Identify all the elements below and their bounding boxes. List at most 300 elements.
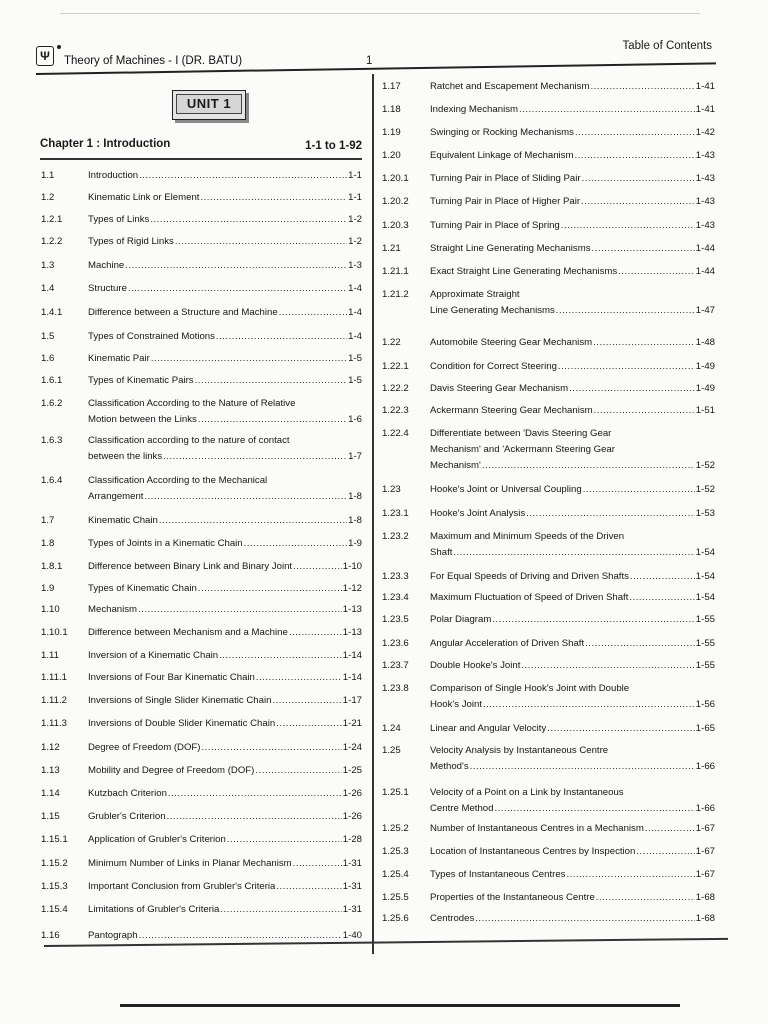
- toc-entry-number: 1.23.7: [382, 660, 409, 671]
- toc-entry-page: 1-53: [695, 508, 715, 519]
- toc-entry-line: [430, 760, 715, 774]
- toc-entry-title: Types of Kinematic Pairs: [88, 375, 194, 386]
- toc-entry-page: 1-43: [695, 150, 715, 161]
- toc-entry-number: 1.23.2: [382, 531, 409, 542]
- toc-entry-line: [88, 787, 362, 801]
- toc-entry-line: [88, 282, 362, 296]
- dot-leader: [227, 833, 342, 847]
- dot-leader: [582, 172, 695, 186]
- toc-entry-page: 1-49: [695, 383, 715, 394]
- toc-entry-number: 1.19: [382, 127, 401, 138]
- toc-entry-title: Grubler's Criterion: [88, 811, 166, 822]
- section-title: Table of Contents: [622, 40, 712, 52]
- toc-entry: [382, 637, 715, 653]
- toc-entry: [382, 80, 715, 96]
- toc-entry-line: [430, 149, 715, 163]
- dot-leader: [585, 637, 695, 651]
- column-divider: [372, 74, 374, 954]
- toc-entry-number: 1.24: [382, 723, 401, 734]
- toc-entry-line: [88, 694, 362, 708]
- toc-entry: [41, 717, 362, 733]
- dot-leader: [556, 304, 695, 318]
- toc-entry-title: Pantograph: [88, 930, 138, 941]
- toc-entry-line: [430, 483, 715, 497]
- dot-leader: [561, 219, 695, 233]
- toc-entry-title: Condition for Correct Steering: [430, 361, 557, 372]
- dot-leader: [200, 191, 347, 205]
- dot-leader: [159, 514, 347, 528]
- toc-entry-title: Number of Instantaneous Centres in a Mechanism: [430, 823, 644, 834]
- toc-entry-line: [88, 717, 362, 731]
- toc-entry-title: Inversions of Double Slider Kinematic Chain: [88, 718, 276, 729]
- toc-entry: [41, 582, 362, 598]
- toc-entry-line: [430, 822, 715, 836]
- toc-entry-page: 1-54: [695, 571, 715, 582]
- toc-entry-line: [430, 802, 715, 816]
- toc-entry-page: 1-4: [348, 283, 362, 294]
- toc-entry-line: [430, 845, 715, 859]
- toc-entry-number: 1.21.2: [382, 289, 409, 300]
- dot-leader: [128, 282, 347, 296]
- toc-entry-title: Types of Joints in a Kinematic Chain: [88, 538, 243, 549]
- toc-entry-line: [430, 591, 715, 605]
- toc-entry-page: 1-66: [695, 761, 715, 772]
- toc-entry-page: 1-4: [348, 331, 362, 342]
- toc-entry-page: 1-65: [695, 723, 715, 734]
- book-title: Theory of Machines - I (DR. BATU): [64, 55, 243, 67]
- toc-entry-title: Hooke's Joint or Universal Coupling: [430, 484, 582, 495]
- toc-entry-number: 1.22.2: [382, 383, 409, 394]
- dot-leader: [138, 603, 342, 617]
- toc-entry-line: [88, 434, 290, 448]
- chapter-heading: [40, 136, 362, 156]
- toc-entry-title: Angular Acceleration of Driven Shaft: [430, 638, 585, 649]
- toc-entry-number: 1.20.2: [382, 196, 409, 207]
- toc-entry-number: 1.9: [41, 583, 55, 594]
- toc-entry-page: 1-67: [695, 869, 715, 880]
- dot-leader: [139, 169, 347, 183]
- toc-entry-title: Inversions of Single Slider Kinematic Chain: [88, 695, 272, 706]
- toc-entry: [382, 195, 715, 211]
- dot-leader: [492, 613, 694, 627]
- toc-entry-page: 1-67: [695, 823, 715, 834]
- toc-entry: [41, 282, 362, 298]
- toc-entry: [41, 169, 362, 185]
- page-number: 1: [366, 55, 373, 67]
- dot-leader: [583, 483, 695, 497]
- toc-entry-line: [88, 560, 362, 574]
- dot-leader: [475, 912, 695, 926]
- toc-entry-page: 1-10: [342, 561, 362, 572]
- toc-entry-line: [430, 382, 715, 396]
- toc-entry-line: [430, 360, 715, 374]
- toc-entry-line: [430, 613, 715, 627]
- toc-entry-title: Double Hooke's Joint: [430, 660, 521, 671]
- toc-entry-line: [88, 306, 362, 320]
- toc-entry-title: Straight Line Generating Mechanisms: [430, 243, 591, 254]
- toc-entry: [382, 891, 715, 907]
- dot-leader: [202, 741, 342, 755]
- dot-leader: [220, 903, 341, 917]
- toc-entry-line: [430, 172, 715, 186]
- dot-leader: [219, 649, 342, 663]
- toc-entry: [41, 330, 362, 346]
- toc-entry-number: 1.23.3: [382, 571, 409, 582]
- toc-entry-number: 1.8.1: [41, 561, 63, 572]
- toc-entry-line: [430, 570, 715, 584]
- toc-entry-line: [88, 626, 362, 640]
- dot-leader: [255, 764, 341, 778]
- toc-entry-number: 1.22.4: [382, 428, 409, 439]
- toc-entry-number: 1.21: [382, 243, 401, 254]
- toc-entry-line: [430, 288, 520, 302]
- toc-entry-number: 1.6.4: [41, 475, 63, 486]
- toc-entry: [382, 103, 715, 119]
- toc-entry-page: 1-66: [695, 803, 715, 814]
- toc-entry: [382, 722, 715, 738]
- toc-entry: [41, 626, 362, 642]
- toc-entry-page: 1-8: [348, 515, 362, 526]
- toc-entry-number: 1.25.4: [382, 869, 409, 880]
- toc-entry-title: Method's: [430, 761, 469, 772]
- toc-entry-line: [430, 507, 715, 521]
- toc-entry-title: Ratchet and Escapement Mechanism: [430, 81, 590, 92]
- toc-entry: [41, 191, 362, 207]
- toc-entry-title: Degree of Freedom (DOF): [88, 742, 201, 753]
- toc-entry-page: 1-49: [695, 361, 715, 372]
- toc-entry-number: 1.10: [41, 604, 60, 615]
- toc-entry-number: 1.4: [41, 283, 55, 294]
- toc-entry-title: Kinematic Pair: [88, 353, 150, 364]
- toc-entry-title: Classification according to the nature of contact: [88, 435, 290, 446]
- toc-entry: [41, 352, 362, 368]
- toc-entry-title: Velocity of a Point on a Link by Instantaneous: [430, 787, 624, 798]
- toc-entry-title: Polar Diagram: [430, 614, 492, 625]
- dot-leader: [645, 822, 695, 836]
- toc-entry-page: 1-26: [342, 788, 362, 799]
- toc-entry-title: Equivalent Linkage of Mechanism: [430, 150, 574, 161]
- toc-entry-page: 1-54: [695, 547, 715, 558]
- toc-entry-page: 1-28: [342, 834, 362, 845]
- toc-entry-number: 1.13: [41, 765, 60, 776]
- toc-entry: [382, 219, 715, 235]
- toc-entry-number: 1.25.3: [382, 846, 409, 857]
- toc-entry-title: Line Generating Mechanisms: [430, 305, 555, 316]
- dot-leader: [558, 360, 695, 374]
- toc-entry-line: [88, 169, 362, 183]
- dot-leader: [494, 802, 694, 816]
- toc-entry-title: Motion between the Links: [88, 414, 197, 425]
- toc-entry-line: [88, 514, 362, 528]
- toc-entry-number: 1.11.3: [41, 718, 67, 729]
- toc-entry: [41, 537, 362, 553]
- toc-entry-line: [430, 868, 715, 882]
- dot-leader: [521, 659, 694, 673]
- toc-entry-line: [430, 912, 715, 926]
- dot-leader: [574, 149, 694, 163]
- toc-entry-number: 1.25.2: [382, 823, 409, 834]
- toc-entry-line: [430, 786, 624, 800]
- toc-entry-number: 1.23.6: [382, 638, 409, 649]
- toc-entry-number: 1.23.5: [382, 614, 409, 625]
- toc-entry-line: [430, 126, 715, 140]
- toc-entry-title: Maximum Fluctuation of Speed of Driven Shaft: [430, 592, 629, 603]
- toc-entry-number: 1.3: [41, 260, 55, 271]
- toc-entry: [382, 507, 715, 523]
- toc-entry-page: 1-8: [348, 491, 362, 502]
- toc-entry-title: Davis Steering Gear Mechanism: [430, 383, 569, 394]
- toc-entry-title: Location of Instantaneous Centres by Inspection: [430, 846, 636, 857]
- toc-entry-line: [430, 659, 715, 673]
- toc-entry-number: 1.17: [382, 81, 401, 92]
- toc-entry: [382, 126, 715, 142]
- toc-entry-line: [430, 530, 624, 544]
- toc-entry-title: Limitations of Grubler's Criteria: [88, 904, 220, 915]
- toc-entry-page: 1-41: [695, 81, 715, 92]
- toc-entry-title: Arrangement: [88, 491, 144, 502]
- dot-leader: [618, 265, 695, 279]
- toc-entry-title: Difference between Binary Link and Binary Joint: [88, 561, 293, 572]
- toc-entry-line: [88, 191, 362, 205]
- toc-entry-number: 1.15.1: [41, 834, 68, 845]
- toc-entry: [382, 242, 715, 258]
- toc-entry-page: 1-13: [342, 604, 362, 615]
- toc-entry: [382, 822, 715, 838]
- toc-entry-line: [88, 397, 295, 411]
- toc-entry-line: [88, 413, 362, 427]
- toc-entry: [41, 235, 362, 251]
- toc-entry-title: Velocity Analysis by Instantaneous Centre: [430, 745, 609, 756]
- toc-entry-title: Mechanism: [88, 604, 138, 615]
- toc-entry-number: 1.1: [41, 170, 55, 181]
- toc-entry-title: Turning Pair in Place of Spring: [430, 220, 560, 231]
- toc-entry-title: Difference between Mechanism and a Machine: [88, 627, 288, 638]
- toc-entry-number: 1.25.1: [382, 787, 409, 798]
- toc-entry: [41, 397, 362, 427]
- toc-entry-page: 1-52: [695, 460, 715, 471]
- toc-entry: [382, 360, 715, 376]
- toc-entry-page: 1-1: [348, 170, 362, 181]
- dot-leader: [636, 845, 694, 859]
- dot-leader: [289, 626, 342, 640]
- toc-entry-number: 1.11: [41, 650, 59, 661]
- dot-leader: [163, 450, 347, 464]
- toc-entry-title: Classification According to the Mechanical: [88, 475, 268, 486]
- toc-entry-page: 1-40: [342, 930, 362, 941]
- toc-entry-page: 1-55: [695, 614, 715, 625]
- dot-leader: [144, 490, 347, 504]
- toc-entry-page: 1-24: [342, 742, 362, 753]
- toc-entry-number: 1.23.8: [382, 683, 409, 694]
- toc-entry: [382, 868, 715, 884]
- dot-leader: [596, 891, 695, 905]
- toc-entry-number: 1.14: [41, 788, 60, 799]
- logo-dot-icon: [57, 45, 61, 49]
- toc-entry-title: Turning Pair in Place of Sliding Pair: [430, 173, 581, 184]
- toc-entry: [41, 434, 362, 464]
- toc-entry: [382, 149, 715, 165]
- toc-entry-page: 1-14: [342, 650, 362, 661]
- toc-entry: [41, 833, 362, 849]
- dot-leader: [566, 868, 694, 882]
- toc-entry: [41, 259, 362, 275]
- toc-entry-line: [88, 259, 362, 273]
- toc-entry-page: 1-1: [348, 192, 362, 203]
- toc-entry-number: 1.23.1: [382, 508, 409, 519]
- toc-entry-title: Hooke's Joint Analysis: [430, 508, 526, 519]
- toc-entry-number: 1.2.1: [41, 214, 63, 225]
- toc-entry-number: 1.15.2: [41, 858, 68, 869]
- toc-entry-line: [430, 242, 715, 256]
- toc-entry: [382, 288, 715, 318]
- dot-leader: [630, 570, 695, 584]
- toc-entry: [382, 912, 715, 928]
- toc-entry-title: Mechanism' and 'Ackermann Steering Gear: [430, 444, 615, 455]
- toc-entry-number: 1.20.1: [382, 173, 409, 184]
- toc-entry-page: 1-54: [695, 592, 715, 603]
- toc-entry-number: 1.15.3: [41, 881, 68, 892]
- toc-entry: [382, 659, 715, 675]
- toc-entry-title: Structure: [88, 283, 127, 294]
- toc-entry-page: 1-31: [342, 881, 362, 892]
- toc-entry-number: 1.4.1: [41, 307, 63, 318]
- toc-entry-title: Kinematic Chain: [88, 515, 158, 526]
- toc-entry-line: [430, 443, 615, 457]
- toc-entry-line: [430, 722, 715, 736]
- toc-entry-title: Linear and Angular Velocity: [430, 723, 547, 734]
- toc-entry: [382, 483, 715, 499]
- toc-entry-number: 1.6.2: [41, 398, 63, 409]
- dot-leader: [547, 722, 695, 736]
- dot-leader: [482, 459, 695, 473]
- dot-leader: [168, 787, 342, 801]
- toc-entry-page: 1-6: [348, 414, 362, 425]
- toc-entry-title: Hook's Joint: [430, 699, 482, 710]
- toc-entry-number: 1.10.1: [41, 627, 68, 638]
- toc-entry-title: Difference between a Structure and Machine: [88, 307, 278, 318]
- toc-entry-title: For Equal Speeds of Driving and Driven Shafts: [430, 571, 629, 582]
- toc-entry-page: 1-43: [695, 196, 715, 207]
- toc-entry-title: Machine: [88, 260, 125, 271]
- toc-entry: [382, 427, 715, 471]
- toc-entry: [382, 265, 715, 281]
- toc-entry-title: Mobility and Degree of Freedom (DOF): [88, 765, 255, 776]
- toc-entry-title: Classification According to the Nature of Relative: [88, 398, 296, 409]
- toc-entry-line: [88, 810, 362, 824]
- toc-entry-line: [88, 764, 362, 778]
- toc-entry: [41, 603, 362, 619]
- toc-entry-page: 1-55: [695, 660, 715, 671]
- toc-entry: [41, 880, 362, 896]
- toc-entry: [41, 213, 362, 229]
- toc-entry-line: [430, 891, 715, 905]
- dot-leader: [470, 760, 695, 774]
- toc-entry-line: [430, 637, 715, 651]
- toc-entry-title: Kutzbach Criterion: [88, 788, 167, 799]
- toc-entry-line: [88, 649, 362, 663]
- toc-entry-line: [430, 80, 715, 94]
- toc-entry: [41, 857, 362, 873]
- toc-entry-title: Comparison of Single Hook's Joint with Double: [430, 683, 630, 694]
- toc-entry-line: [88, 490, 362, 504]
- toc-entry: [382, 845, 715, 861]
- toc-entry-page: 1-31: [342, 904, 362, 915]
- dot-leader: [519, 103, 695, 117]
- toc-entry-number: 1.11.1: [41, 672, 67, 683]
- chapter-page-range: 1-1 to 1-92: [305, 140, 362, 152]
- toc-entry-title: Centre Method: [430, 803, 494, 814]
- toc-entry-page: 1-51: [695, 405, 715, 416]
- toc-entry-page: 1-56: [695, 699, 715, 710]
- toc-entry-line: [430, 336, 715, 350]
- toc-entry-title: Types of Constrained Motions: [88, 331, 215, 342]
- dot-leader: [293, 857, 342, 871]
- toc-entry-page: 1-17: [342, 695, 362, 706]
- toc-entry: [41, 374, 362, 390]
- toc-entry: [41, 514, 362, 530]
- toc-entry-line: [88, 213, 362, 227]
- dot-leader: [216, 330, 347, 344]
- unit-box: [172, 90, 246, 120]
- toc-entry-page: 1-55: [695, 638, 715, 649]
- toc-entry-line: [88, 537, 362, 551]
- toc-entry: [41, 787, 362, 803]
- dot-leader: [150, 213, 347, 227]
- dot-leader: [256, 671, 342, 685]
- toc-entry-page: 1-9: [348, 538, 362, 549]
- toc-entry-line: [430, 427, 611, 441]
- chapter-rule: [40, 158, 362, 160]
- dot-leader: [244, 537, 347, 551]
- toc-entry-page: 1-14: [342, 672, 362, 683]
- toc-entry-page: 1-48: [695, 337, 715, 348]
- toc-entry-page: 1-43: [695, 173, 715, 184]
- toc-entry: [41, 649, 362, 665]
- toc-entry-page: 1-41: [695, 104, 715, 115]
- toc-entry-page: 1-67: [695, 846, 715, 857]
- toc-entry: [382, 530, 715, 560]
- toc-entry: [41, 560, 362, 576]
- dot-leader: [526, 507, 695, 521]
- toc-entry-number: 1.7: [41, 515, 55, 526]
- toc-entry-page: 1-2: [348, 214, 362, 225]
- toc-entry-line: [88, 857, 362, 871]
- toc-entry-number: 1.12: [41, 742, 60, 753]
- toc-entry: [382, 404, 715, 420]
- bottom-edge-line: [120, 1004, 680, 1007]
- toc-entry-page: 1-5: [348, 375, 362, 386]
- publisher-logo-icon: Ψ: [36, 46, 54, 66]
- toc-entry-number: 1.16: [41, 930, 60, 941]
- toc-entry-line: [88, 671, 362, 685]
- toc-entry: [382, 172, 715, 188]
- dot-leader: [594, 404, 695, 418]
- toc-entry-page: 1-43: [695, 220, 715, 231]
- toc-entry-title: Important Conclusion from Grubler's Criteria: [88, 881, 276, 892]
- toc-entry-line: [430, 682, 629, 696]
- toc-entry-title: Properties of the Instantaneous Centre: [430, 892, 595, 903]
- toc-entry-line: [88, 880, 362, 894]
- dot-leader: [139, 929, 342, 943]
- unit-label: UNIT 1: [176, 94, 242, 114]
- toc-entry: [41, 764, 362, 780]
- toc-entry-title: Swinging or Rocking Mechanisms: [430, 127, 574, 138]
- toc-entry-title: Minimum Number of Links in Planar Mechanism: [88, 858, 292, 869]
- dot-leader: [276, 880, 341, 894]
- toc-entry-line: [88, 903, 362, 917]
- toc-entry-page: 1-31: [342, 858, 362, 869]
- toc-entry-page: 1-21: [342, 718, 362, 729]
